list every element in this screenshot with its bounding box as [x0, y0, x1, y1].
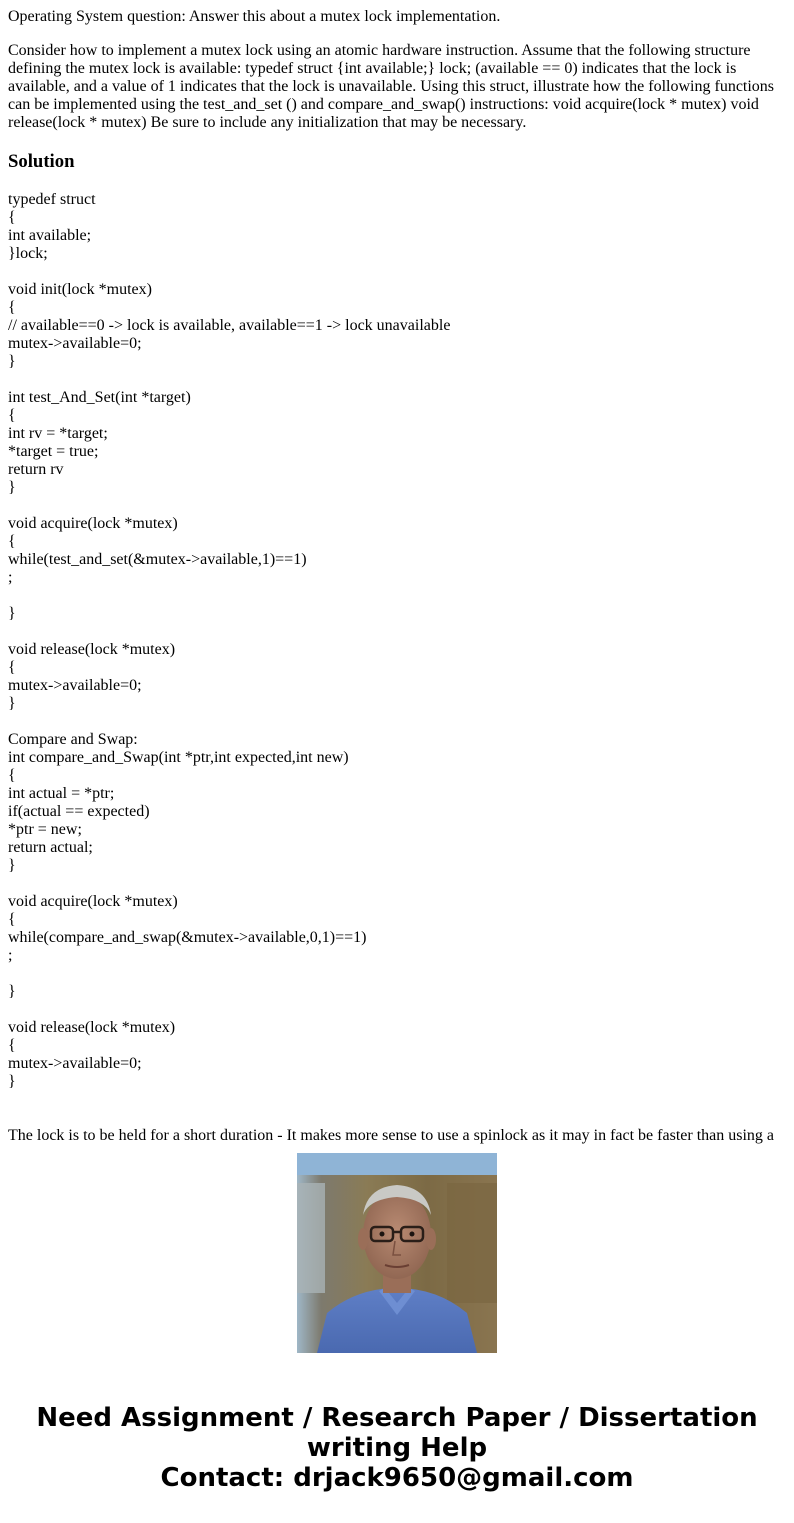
footer-line-2: writing Help [306, 1433, 488, 1463]
solution-code [8, 191, 786, 1127]
code-line: void acquire(lock *mutex) [8, 515, 178, 532]
code-line: { [8, 209, 16, 226]
code-line: Compare and Swap: [8, 731, 138, 748]
code-line: void init(lock *mutex) [8, 281, 152, 298]
code-line: } [8, 695, 16, 712]
code-line: } [8, 605, 16, 622]
code-line: // available==0 -> lock is available, available==1 -> lock unavailable [8, 317, 451, 334]
code-line: void release(lock *mutex) [8, 1019, 176, 1036]
code-line: ; [8, 947, 13, 964]
code-line [8, 623, 786, 641]
code-line [8, 1091, 786, 1109]
code-line: void acquire(lock *mutex) [8, 893, 178, 910]
code-line: } [8, 479, 16, 496]
question-body: Consider how to implement a mutex lock using an atomic hardware instruction. Assume that the following structure defining the mutex lock is available: typedef struct {int available;} lock; (available == 0) indicates that the lock is available, and a value of 1 indicates that the lock is unavailable. Using this struct, illustrate how the following functions can be implemented using the test_and_set () and compare_and_swap() instructions: void acquire(lock * mutex) void release(lock * mutex) Be sure to include any initialization that may be necessary. [8, 42, 775, 131]
code-line [8, 713, 786, 731]
code-line: { [8, 659, 16, 676]
code-line: mutex->available=0; [8, 677, 142, 694]
code-line: }lock; [8, 245, 48, 262]
code-line: { [8, 1037, 16, 1054]
code-line [8, 1109, 786, 1127]
code-line: { [8, 767, 16, 784]
code-line: return actual; [8, 839, 93, 856]
code-line: } [8, 353, 16, 370]
code-line [8, 497, 786, 515]
code-line [8, 1001, 786, 1019]
code-line: while(compare_and_swap(&mutex->available,0,1)==1) [8, 929, 367, 946]
person-portrait-image [297, 1153, 497, 1353]
footer-banner [0, 1403, 794, 1493]
code-line: return rv [8, 461, 64, 478]
solution-heading: Solution [8, 151, 75, 172]
code-line [8, 587, 786, 605]
code-line [8, 371, 786, 389]
code-line [8, 263, 786, 281]
solution-closing-text: The lock is to be held for a short duration - It makes more sense to use a spinlock as it may in fact be faster than using a [8, 1127, 775, 1144]
footer-contact: Contact: drjack9650@gmail.com [160, 1463, 634, 1493]
code-line: int available; [8, 227, 92, 244]
code-line: int actual = *ptr; [8, 785, 115, 802]
code-line: *target = true; [8, 443, 99, 460]
code-line: { [8, 533, 16, 550]
question-title: Operating System question: Answer this about a mutex lock implementation. [8, 8, 501, 25]
code-line [8, 965, 786, 983]
code-line: typedef struct [8, 191, 96, 208]
code-line [8, 875, 786, 893]
code-line: } [8, 983, 16, 1000]
code-line: void release(lock *mutex) [8, 641, 176, 658]
code-line: int test_And_Set(int *target) [8, 389, 191, 406]
code-line: while(test_and_set(&mutex->available,1)==1) [8, 551, 307, 568]
code-line: if(actual == expected) [8, 803, 150, 820]
code-line: } [8, 857, 16, 874]
code-line: } [8, 1073, 16, 1090]
code-line: mutex->available=0; [8, 335, 142, 352]
code-line: int rv = *target; [8, 425, 108, 442]
code-line: ; [8, 569, 13, 586]
footer-line-1: Need Assignment / Research Paper / Dissertation [36, 1403, 758, 1433]
code-line: *ptr = new; [8, 821, 82, 838]
code-line: { [8, 407, 16, 424]
document-content [8, 0, 786, 1144]
code-line: int compare_and_Swap(int *ptr,int expected,int new) [8, 749, 349, 766]
code-line: { [8, 911, 16, 928]
code-line: { [8, 299, 16, 316]
code-line: mutex->available=0; [8, 1055, 142, 1072]
author-photo [297, 1153, 497, 1353]
